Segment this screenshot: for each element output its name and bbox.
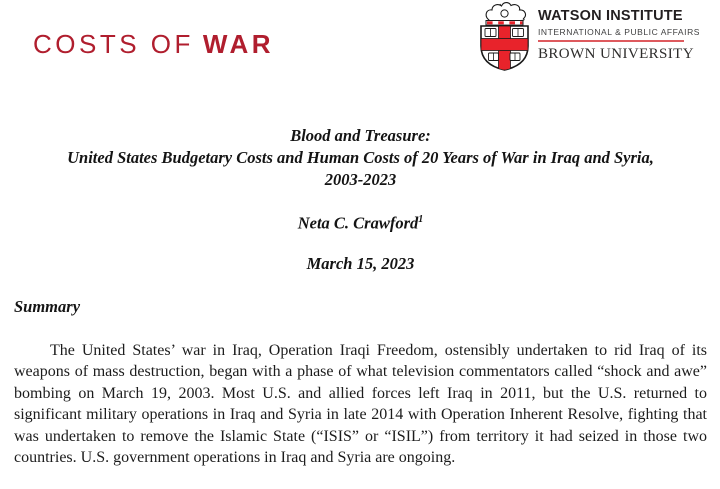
summary-heading: Summary	[14, 296, 81, 316]
brown-university-name: BROWN UNIVERSITY	[538, 46, 694, 63]
title-line-1: Blood and Treasure:	[290, 126, 431, 145]
summary-paragraph: The United States’ war in Iraq, Operation Iraqi Freedom, ostensibly undertaken to rid Iraq of its weapons of mass destruction, began with a phase of what television commentators called “shock and awe” bombing on March 19, 2003. Most U.S. and allied forces left Iraq in 2011, but the U.S. returned to significant military operations in Iraq and Syria in late 2014 with Operation Inherent Resolve, fighting that was undertaken to remove the Islamic State (“ISIS” or “ISIL”) from territory it had seized in those two countries. U.S. government operations in Iraq and Syria are ongoing.	[14, 341, 707, 466]
author-line	[14, 209, 707, 235]
title-line-2: United States Budgetary Costs and Human Costs of 20 Years of War in Iraq and Syria,	[67, 148, 654, 167]
watson-institute-subtitle: INTERNATIONAL & PUBLIC AFFAIRS	[538, 26, 700, 37]
watson-institute-logo	[478, 0, 700, 72]
costs-of-war-light-text: COSTS OF	[33, 29, 194, 59]
author-name: Neta C. Crawford	[297, 213, 419, 233]
watson-red-divider	[538, 40, 684, 43]
date-line: March 15, 2023	[306, 253, 415, 273]
author-footnote-mark: 1	[418, 214, 424, 225]
document-title	[14, 125, 707, 191]
brown-university-crest-icon	[478, 0, 531, 72]
watson-text-block	[538, 0, 700, 72]
title-line-3: 2003-2023	[324, 170, 397, 189]
watson-institute-name: WATSON INSTITUTE	[538, 8, 683, 24]
costs-of-war-bold-text: WAR	[202, 29, 275, 59]
costs-of-war-logo	[33, 31, 274, 57]
